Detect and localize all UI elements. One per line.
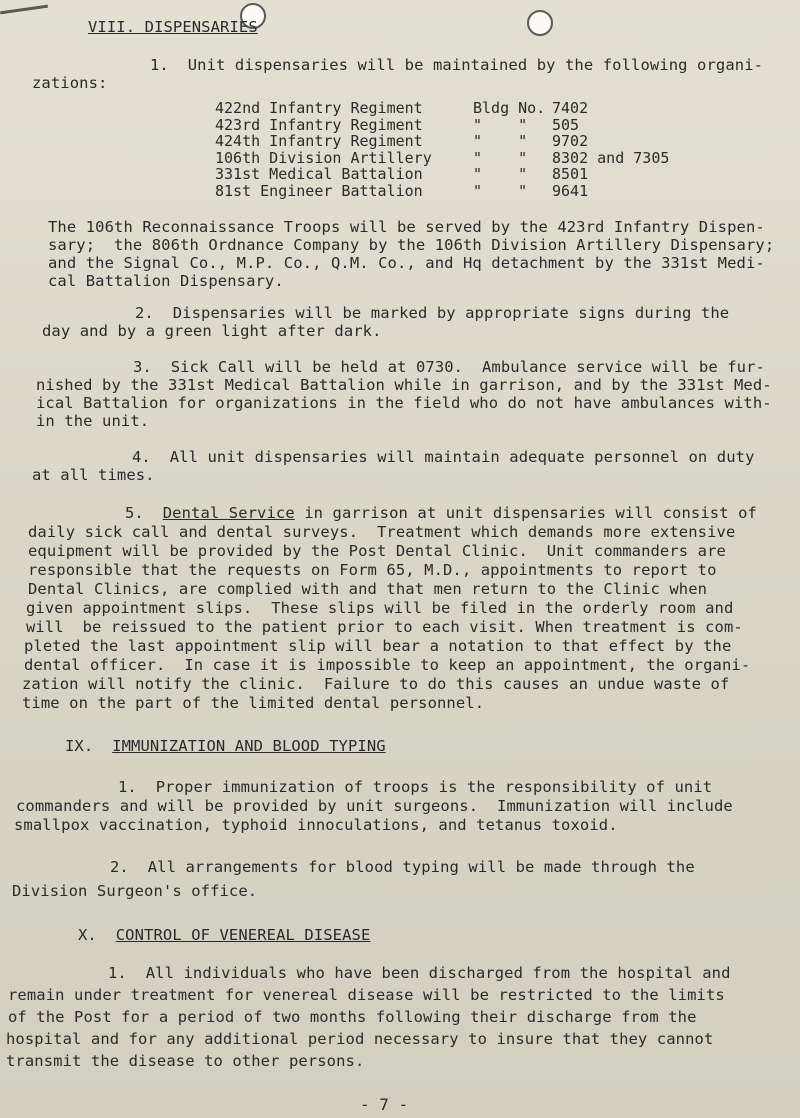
- unit-name: 424th Infantry Regiment: [215, 132, 423, 150]
- unit-name: 422nd Infantry Regiment: [215, 99, 423, 117]
- paragraph-line: zation will notify the clinic. Failure to do this causes an undue waste of: [22, 675, 730, 693]
- unit-name: 423rd Infantry Regiment: [215, 115, 423, 134]
- paragraph-line: ical Battalion for organizations in the field who do not have ambulances with-: [36, 394, 772, 412]
- paragraph-line: smallpox vaccination, typhoid innoculations, and tetanus toxoid.: [14, 816, 618, 834]
- section-heading-venereal-disease: [78, 926, 370, 944]
- punch-hole: [527, 10, 553, 36]
- paragraph-line: Dental Clinics, are complied with and that men return to the Clinic when: [28, 580, 708, 598]
- unit-building-number: 505: [552, 115, 580, 134]
- unit-building-label: " ": [473, 132, 528, 150]
- paragraph-line: given appointment slips. These slips will be filed in the orderly room and: [26, 599, 734, 617]
- unit-name: 106th Division Artillery: [215, 148, 432, 167]
- paragraph-line: time on the part of the limited dental personnel.: [22, 694, 485, 712]
- paragraph-line: at all times.: [32, 466, 155, 484]
- paragraph-line: nished by the 331st Medical Battalion while in garrison, and by the 331st Med-: [36, 376, 772, 394]
- section-title: CONTROL OF VENEREAL DISEASE: [115, 926, 371, 944]
- unit-building-label: " ": [473, 165, 528, 183]
- paragraph-line: pleted the last appointment slip will bear a notation to that effect by the: [24, 637, 732, 655]
- unit-building-label: " ": [473, 115, 528, 134]
- section-title: IMMUNIZATION AND BLOOD TYPING: [112, 737, 386, 755]
- unit-name: 331st Medical Battalion: [215, 165, 423, 183]
- paragraph-line: remain under treatment for venereal disease will be restricted to the limits: [8, 986, 725, 1004]
- page-number: - 7 -: [360, 1095, 409, 1114]
- paragraph-line: 1. Unit dispensaries will be maintained by the following organi-: [150, 56, 764, 74]
- paragraph-line: The 106th Reconnaissance Troops will be served by the 423rd Infantry Dispen-: [48, 218, 765, 236]
- unit-building-number: 9641: [552, 181, 589, 200]
- unit-building-number: 8302 and 7305: [552, 148, 670, 167]
- paragraph-line: will be reissued to the patient prior to each visit. When treatment is com-: [26, 618, 743, 636]
- paragraph-line: cal Battalion Dispensary.: [48, 272, 284, 290]
- paragraph-line: of the Post for a period of two months following their discharge from the: [8, 1008, 697, 1026]
- paragraph-line: [125, 504, 757, 522]
- unit-building-number: 8501: [552, 165, 589, 183]
- paragraph-line: 3. Sick Call will be held at 0730. Ambulance service will be fur-: [133, 358, 765, 376]
- paragraph-line: 1. Proper immunization of troops is the responsibility of unit: [118, 778, 713, 796]
- paragraph-line: day and by a green light after dark.: [42, 322, 382, 340]
- paragraph-line: dental officer. In case it is impossible to keep an appointment, the organi-: [24, 656, 751, 674]
- paragraph-text: in garrison at unit dispensaries will consist of: [294, 504, 757, 522]
- paragraph-line: equipment will be provided by the Post Dental Clinic. Unit commanders are: [28, 542, 726, 560]
- paragraph-line: 2. Dispensaries will be marked by appropriate signs during the: [135, 304, 730, 322]
- unit-building-number: 7402: [552, 99, 589, 117]
- paragraph-line: 2. All arrangements for blood typing will be made through the: [110, 858, 695, 876]
- dental-service-term: Dental Service: [162, 504, 295, 522]
- paragraph-line: Division Surgeon's office.: [12, 882, 258, 900]
- section-number: IX.: [65, 737, 94, 755]
- unit-building-label: " ": [473, 148, 528, 167]
- paragraph-line: 4. All unit dispensaries will maintain adequate personnel on duty: [132, 448, 755, 466]
- paragraph-line: zations:: [32, 74, 108, 92]
- paragraph-line: in the unit.: [36, 412, 150, 430]
- paragraph-line: responsible that the requests on Form 65, M.D., appointments to report to: [28, 561, 717, 579]
- paragraph-line: sary; the 806th Ordnance Company by the 106th Division Artillery Dispensary;: [48, 236, 775, 254]
- section-heading-dispensaries: VIII. DISPENSARIES: [88, 18, 258, 36]
- paragraph-line: hospital and for any additional period necessary to insure that they cannot: [6, 1030, 714, 1048]
- unit-building-label: " ": [473, 181, 528, 200]
- unit-building-label: Bldg No.: [473, 99, 546, 117]
- paragraph-number: 5.: [125, 504, 163, 522]
- paragraph-line: 1. All individuals who have been discharged from the hospital and: [108, 964, 731, 982]
- edge-mark: [0, 5, 48, 15]
- section-heading-immunization: [65, 737, 386, 755]
- paragraph-line: commanders and will be provided by unit surgeons. Immunization will include: [16, 797, 733, 815]
- unit-building-number: 9702: [552, 132, 589, 150]
- paragraph-line: and the Signal Co., M.P. Co., Q.M. Co., and Hq detachment by the 331st Medi-: [48, 254, 765, 272]
- section-number: X.: [78, 926, 97, 944]
- paragraph-line: transmit the disease to other persons.: [6, 1052, 365, 1070]
- paragraph-line: daily sick call and dental surveys. Treatment which demands more extensive: [28, 523, 736, 541]
- unit-name: 81st Engineer Battalion: [215, 181, 423, 200]
